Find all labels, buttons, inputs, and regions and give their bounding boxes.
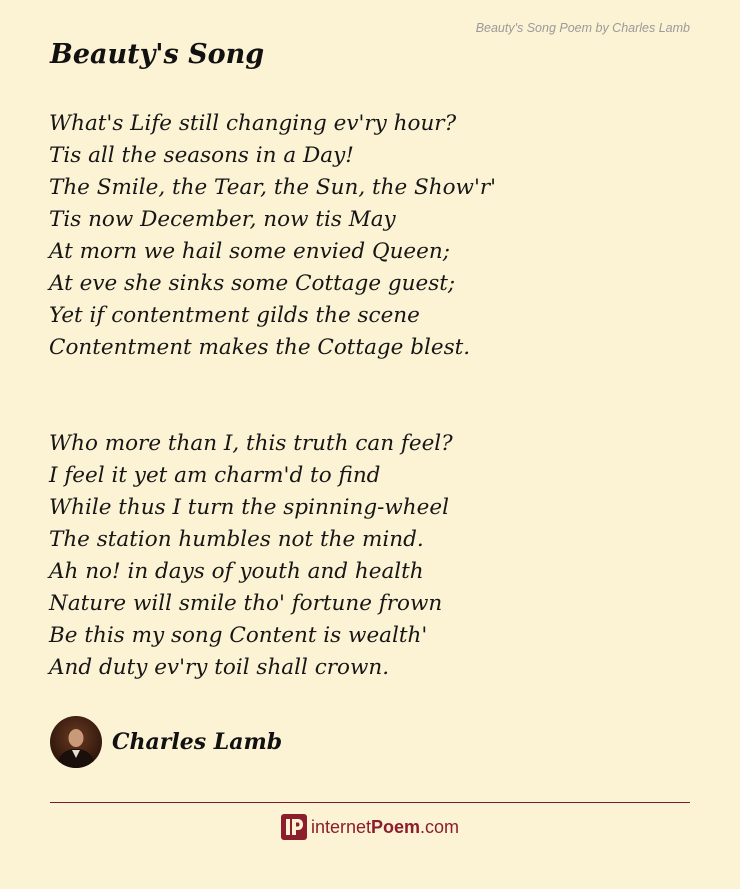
header-caption: Beauty's Song Poem by Charles Lamb — [475, 21, 690, 35]
poem-line: Yet if contentment gilds the scene — [49, 303, 420, 328]
poem-line: Tis all the seasons in a Day! — [49, 143, 354, 168]
poem-line: While thus I turn the spinning-wheel — [49, 495, 449, 520]
author-block[interactable] — [50, 716, 282, 768]
stanza-2 — [49, 428, 453, 684]
poem-line: And duty ev'ry toil shall crown. — [49, 655, 390, 680]
poem-line: At eve she sinks some Cottage guest; — [49, 271, 456, 296]
author-name[interactable]: Charles Lamb — [112, 729, 283, 755]
poem-title: Beauty's Song — [50, 39, 265, 70]
poem-line: At morn we hail some envied Queen; — [49, 239, 450, 264]
internetpoem-logo[interactable] — [0, 814, 740, 840]
logo-text-poem: Poem — [371, 817, 421, 837]
poem-line: Be this my song Content is wealth' — [49, 623, 428, 648]
internetpoem-logo-text — [311, 814, 459, 840]
author-portrait-icon — [50, 716, 102, 768]
footer-divider — [50, 802, 690, 803]
logo-text-internet: internet — [310, 817, 371, 837]
poem-line: Nature will smile tho' fortune frown — [49, 591, 443, 616]
poem-line: The station humbles not the mind. — [49, 527, 424, 552]
internetpoem-logo-icon — [281, 814, 307, 840]
stanza-1 — [49, 108, 496, 364]
logo-text-domain: .com — [420, 817, 460, 837]
poem-line: The Smile, the Tear, the Sun, the Show'r' — [49, 175, 497, 200]
poem-line: Who more than I, this truth can feel? — [49, 431, 453, 456]
author-avatar[interactable] — [50, 716, 102, 768]
poem-line: Contentment makes the Cottage blest. — [49, 335, 471, 360]
poem-line: I feel it yet am charm'd to find — [49, 463, 381, 488]
poem-line: What's Life still changing ev'ry hour? — [49, 111, 457, 136]
poem-line: Tis now December, now tis May — [49, 207, 396, 232]
poem-line: Ah no! in days of youth and health — [49, 559, 424, 584]
